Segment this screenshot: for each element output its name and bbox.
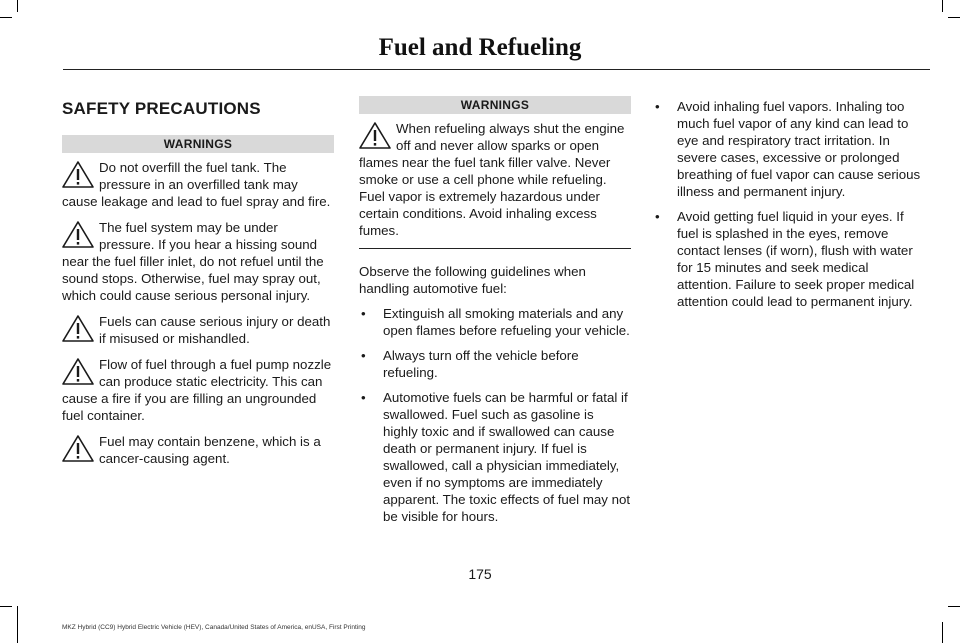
list-item-text: Always turn off the vehicle before refueling.	[383, 348, 579, 380]
page-title: Fuel and Refueling	[378, 34, 582, 61]
warning-triangle-icon	[61, 434, 95, 464]
column-right	[653, 98, 925, 318]
warning-triangle-icon	[61, 220, 95, 250]
column-left	[62, 96, 334, 476]
warning-item	[62, 356, 334, 424]
warning-text: When refueling always shut the engine off and never allow sparks or open flames near the fuel tank filler valve. Never smoke or use a cell phone while refueling. Fuel vapor is extremely hazardous under certain conditions. Avoid inhaling excess fumes.	[359, 121, 625, 238]
warnings-bar: WARNINGS	[62, 135, 334, 153]
warning-text: The fuel system may be under pressure. If you hear a hissing sound near the fuel filler inlet, do not refuel until the sound stops. Otherwise, fuel may spray out, which could cause serious personal injury.	[62, 220, 324, 303]
list-item-text: Avoid getting fuel liquid in your eyes. If fuel is splashed in the eyes, remove contact lenses (if worn), flush with water for 15 minutes and seek medical attention. Failure to seek proper medical attention could lead to permanent injury.	[677, 209, 915, 309]
warning-item	[359, 120, 631, 239]
warnings-bar: WARNINGS	[359, 96, 631, 114]
crop-mark	[17, 0, 18, 12]
warning-triangle-icon	[61, 357, 95, 387]
list-item	[359, 305, 631, 339]
guidelines-intro: Observe the following guidelines when handling automotive fuel:	[359, 264, 586, 296]
footer-text: MKZ Hybrid (CC9) Hybrid Electric Vehicle (HEV), Canada/United States of America, enUSA, First Printing	[62, 624, 366, 631]
bullet-icon: •	[655, 99, 660, 114]
bullet-icon: •	[361, 348, 366, 363]
warning-text: Do not overfill the fuel tank. The pressure in an overfilled tank may cause leakage and lead to fuel spray and fire.	[62, 160, 331, 209]
bullet-list	[359, 305, 631, 525]
crop-mark	[942, 622, 943, 643]
list-item	[359, 347, 631, 381]
warning-triangle-icon	[358, 121, 392, 151]
warning-triangle-icon	[61, 314, 95, 344]
crop-mark	[0, 17, 12, 18]
warning-item	[62, 219, 334, 304]
crop-mark	[948, 17, 960, 18]
list-item-text: Extinguish all smoking materials and any open flames before refueling your vehicle.	[383, 306, 630, 338]
crop-mark	[17, 606, 18, 643]
list-item	[653, 208, 925, 310]
bullet-list	[653, 98, 925, 310]
list-item-text: Avoid inhaling fuel vapors. Inhaling too much fuel vapor of any kind can lead to eye and respiratory tract irritation. In severe cases, excessive or prolonged breathing of fuel vapor can cause serious illness and permanent injury.	[677, 99, 921, 199]
warnings-list	[359, 120, 631, 239]
crop-mark	[942, 0, 943, 12]
bullet-icon: •	[361, 390, 366, 405]
column-middle	[359, 96, 631, 533]
warning-item	[62, 433, 334, 467]
warnings-list	[62, 159, 334, 467]
warning-item	[62, 159, 334, 210]
list-item	[653, 98, 925, 200]
crop-mark	[948, 606, 960, 607]
warning-triangle-icon	[61, 160, 95, 190]
list-item-text: Automotive fuels can be harmful or fatal if swallowed. Fuel such as gasoline is highly toxic and if swallowed can cause death or permanent injury. If fuel is swallowed, call a physician immediately, even if no symptoms are immediately apparent. The toxic effects of fuel may not be visible for hours.	[383, 390, 631, 524]
bullet-icon: •	[655, 209, 660, 224]
warning-text: Fuels can cause serious injury or death if misused or mishandled.	[99, 314, 331, 346]
crop-mark	[0, 606, 12, 607]
header-rule	[63, 69, 930, 70]
section-heading: SAFETY PRECAUTIONS	[62, 99, 261, 118]
page-number: 175	[468, 566, 492, 582]
warning-text: Flow of fuel through a fuel pump nozzle can produce static electricity. This can cause a fire if you are filling an ungrounded fuel container.	[62, 357, 332, 423]
list-item	[359, 389, 631, 525]
warnings-end-rule	[359, 248, 631, 249]
warning-item	[62, 313, 334, 347]
bullet-icon: •	[361, 306, 366, 321]
warning-text: Fuel may contain benzene, which is a cancer-causing agent.	[99, 434, 321, 466]
